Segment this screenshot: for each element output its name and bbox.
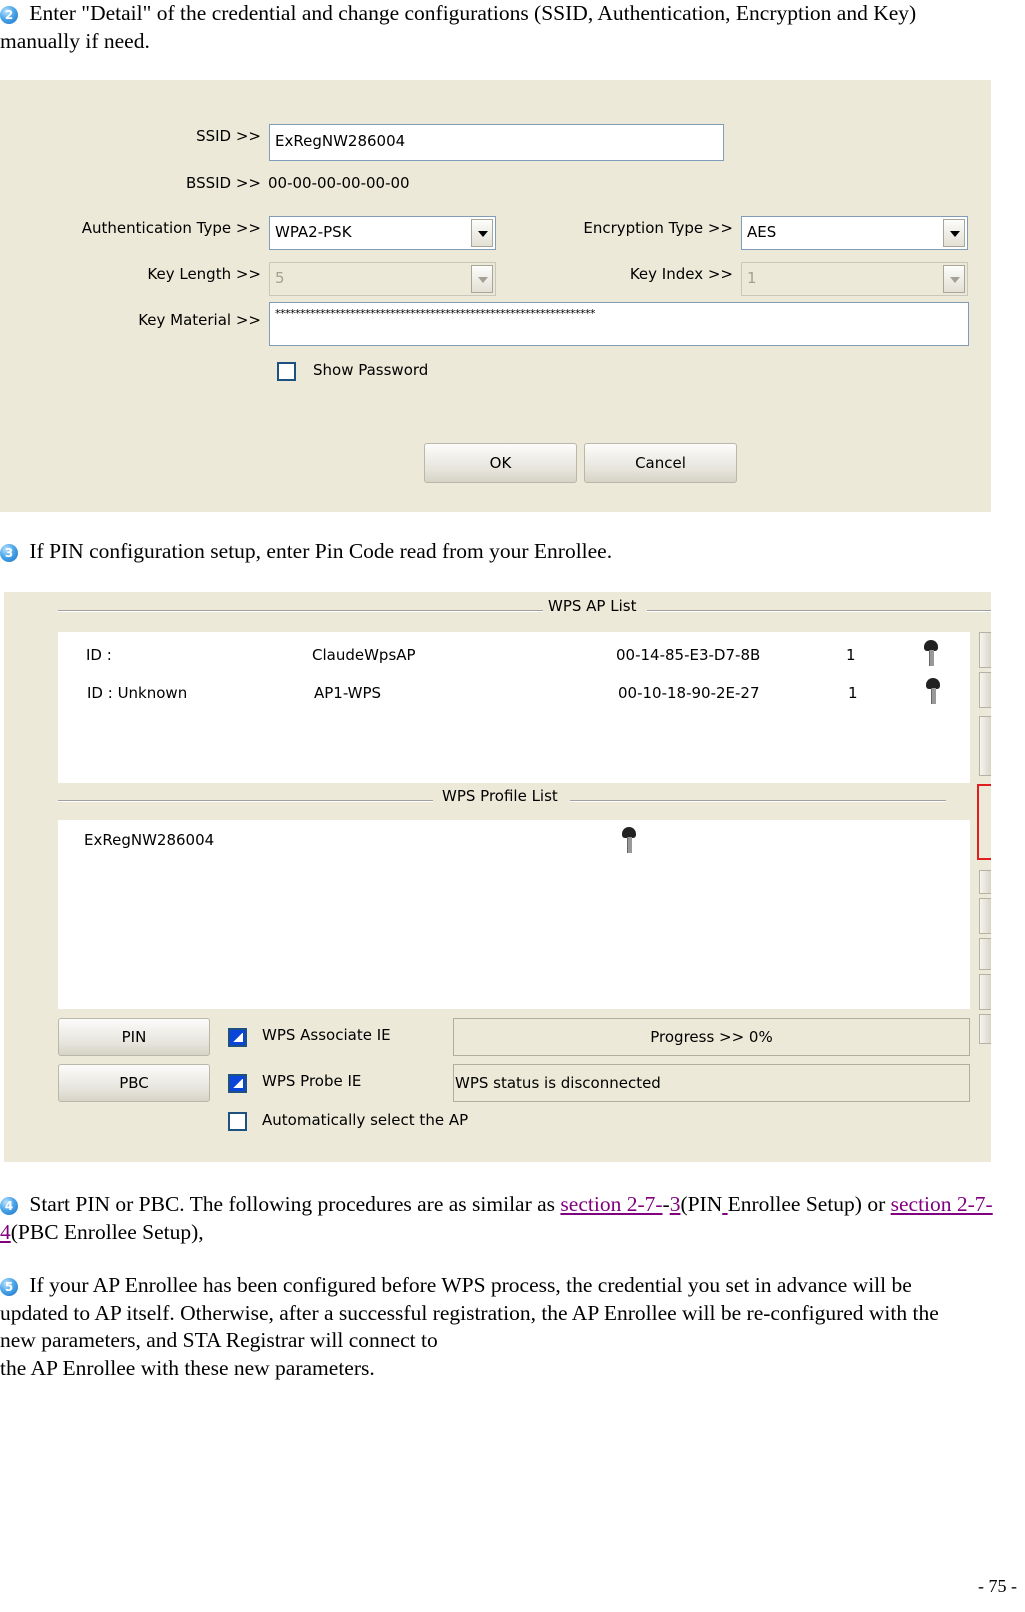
key-index-value: 1 xyxy=(747,269,757,287)
side-button[interactable] xyxy=(979,632,991,668)
ssid-input[interactable]: ExRegNW286004 xyxy=(269,124,724,161)
pbc-button[interactable]: PBC xyxy=(58,1064,210,1102)
key-length-value: 5 xyxy=(275,269,285,287)
key-index-label: Key Index >> xyxy=(629,265,733,283)
wps-ap-list[interactable] xyxy=(58,632,970,783)
ap-name: ClaudeWpsAP xyxy=(312,646,416,664)
wps-probe-ie-label: WPS Probe IE xyxy=(262,1072,362,1090)
key-length-select[interactable] xyxy=(269,262,496,296)
key-material-label: Key Material >> xyxy=(138,311,261,329)
auth-type-select[interactable] xyxy=(269,216,496,250)
step-number-icon: 3 xyxy=(0,544,18,562)
section-2-7-3-link[interactable]: section 2-7- xyxy=(560,1192,663,1216)
show-password-checkbox[interactable] xyxy=(277,362,296,381)
wps-ap-list-title: WPS AP List xyxy=(548,597,637,615)
step-5-paragraph xyxy=(0,1272,975,1382)
ap-number: 1 xyxy=(848,684,858,702)
key-length-label: Key Length >> xyxy=(147,265,261,283)
side-button[interactable] xyxy=(979,898,991,934)
step-number-icon: 4 xyxy=(0,1197,18,1215)
auto-select-ap-label: Automatically select the AP xyxy=(262,1111,469,1129)
ap-mac: 00-10-18-90-2E-27 xyxy=(618,684,760,702)
cancel-button[interactable]: Cancel xyxy=(584,443,737,483)
divider xyxy=(647,610,991,612)
page-number: - 75 - xyxy=(978,1576,1017,1596)
wps-panel xyxy=(4,592,991,1162)
side-button[interactable] xyxy=(979,938,991,970)
auth-type-label: Authentication Type >> xyxy=(81,219,261,237)
step-2-text: Enter "Detail" of the credential and change configurations (SSID, Authentication, Encryption and Key) manually if need. xyxy=(0,1,917,53)
ok-button[interactable]: OK xyxy=(424,443,577,483)
profile-name: ExRegNW286004 xyxy=(84,831,215,849)
wps-associate-ie-label: WPS Associate IE xyxy=(262,1026,391,1044)
table-row[interactable] xyxy=(58,640,970,676)
encryption-type-label: Encryption Type >> xyxy=(583,219,733,237)
pin-button[interactable]: PIN xyxy=(58,1018,210,1056)
table-row[interactable] xyxy=(58,678,970,714)
key-icon xyxy=(622,827,636,853)
wps-probe-ie-checkbox[interactable] xyxy=(228,1074,247,1093)
divider xyxy=(58,800,433,802)
step-number-icon: 2 xyxy=(0,6,18,24)
chevron-down-icon[interactable] xyxy=(471,219,493,247)
step-3-paragraph xyxy=(0,538,1000,566)
step-5-text: If your AP Enrollee has been configured before WPS process, the credential you set in advance will be updated to AP itself. Otherwise, after a successful registration, the AP Enrollee will be re-configured with the new parameters, and STA Registrar will connect to xyxy=(0,1273,939,1352)
step-number-icon: 5 xyxy=(0,1278,18,1296)
step-4-paragraph: 4 Start PIN or PBC. The following procedures are as similar as section 2-7--3(PIN Enrollee Setup) or section 2-7-4(PBC Enrollee Setup), xyxy=(0,1192,993,1244)
step-3-text: If PIN configuration setup, enter Pin Code read from your Enrollee. xyxy=(24,539,613,563)
divider xyxy=(570,800,946,802)
chevron-down-icon[interactable] xyxy=(943,219,965,247)
ap-number: 1 xyxy=(846,646,856,664)
side-button[interactable] xyxy=(979,716,991,776)
section-3-link[interactable]: 3 xyxy=(669,1192,681,1216)
step-2-paragraph xyxy=(0,0,1000,55)
show-password-label: Show Password xyxy=(313,361,429,379)
credential-dialog xyxy=(0,80,991,512)
bssid-label: BSSID >> xyxy=(186,174,261,192)
encryption-type-select[interactable] xyxy=(741,216,968,250)
side-button[interactable] xyxy=(979,870,991,894)
key-material-input[interactable]: **************************************************************** xyxy=(269,302,969,346)
side-button[interactable] xyxy=(979,672,991,708)
side-button[interactable] xyxy=(979,1014,991,1044)
step-4-text: (PIN xyxy=(680,1192,723,1216)
wps-profile-list-title: WPS Profile List xyxy=(442,787,558,805)
divider xyxy=(58,610,543,612)
chevron-down-icon[interactable] xyxy=(943,265,965,293)
key-icon xyxy=(924,640,938,666)
section-2-7-4-link[interactable]: section 2-7-4 xyxy=(0,1192,993,1244)
step-4-text: Start PIN or PBC. The following procedures are as similar as xyxy=(24,1192,561,1216)
key-icon xyxy=(926,678,940,704)
wps-profile-list[interactable] xyxy=(58,820,970,1009)
wps-status-box: WPS status is disconnected xyxy=(453,1064,970,1102)
side-button[interactable] xyxy=(979,974,991,1010)
step-4-text: (PBC Enrollee Setup), xyxy=(10,1219,204,1244)
list-item[interactable] xyxy=(58,824,970,858)
auth-type-value: WPA2-PSK xyxy=(275,223,352,241)
ap-mac: 00-14-85-E3-D7-8B xyxy=(616,646,761,664)
wps-associate-ie-checkbox[interactable] xyxy=(228,1028,247,1047)
encryption-type-value: AES xyxy=(747,223,777,241)
bssid-value: 00-00-00-00-00-00 xyxy=(268,174,410,192)
step-5-text-continued: the AP Enrollee with these new parameters. xyxy=(0,1355,375,1380)
ap-id: ID : Unknown xyxy=(87,684,188,702)
ap-id: ID : xyxy=(86,646,112,664)
highlighted-side-button[interactable] xyxy=(977,784,991,860)
auto-select-ap-checkbox[interactable] xyxy=(228,1112,247,1131)
step-4-text: Enrollee Setup) or xyxy=(727,1192,891,1216)
chevron-down-icon[interactable] xyxy=(471,265,493,293)
key-index-select[interactable] xyxy=(741,262,968,296)
progress-box: Progress >> 0% xyxy=(453,1018,970,1056)
ssid-label: SSID >> xyxy=(196,127,261,145)
ap-name: AP1-WPS xyxy=(314,684,382,702)
